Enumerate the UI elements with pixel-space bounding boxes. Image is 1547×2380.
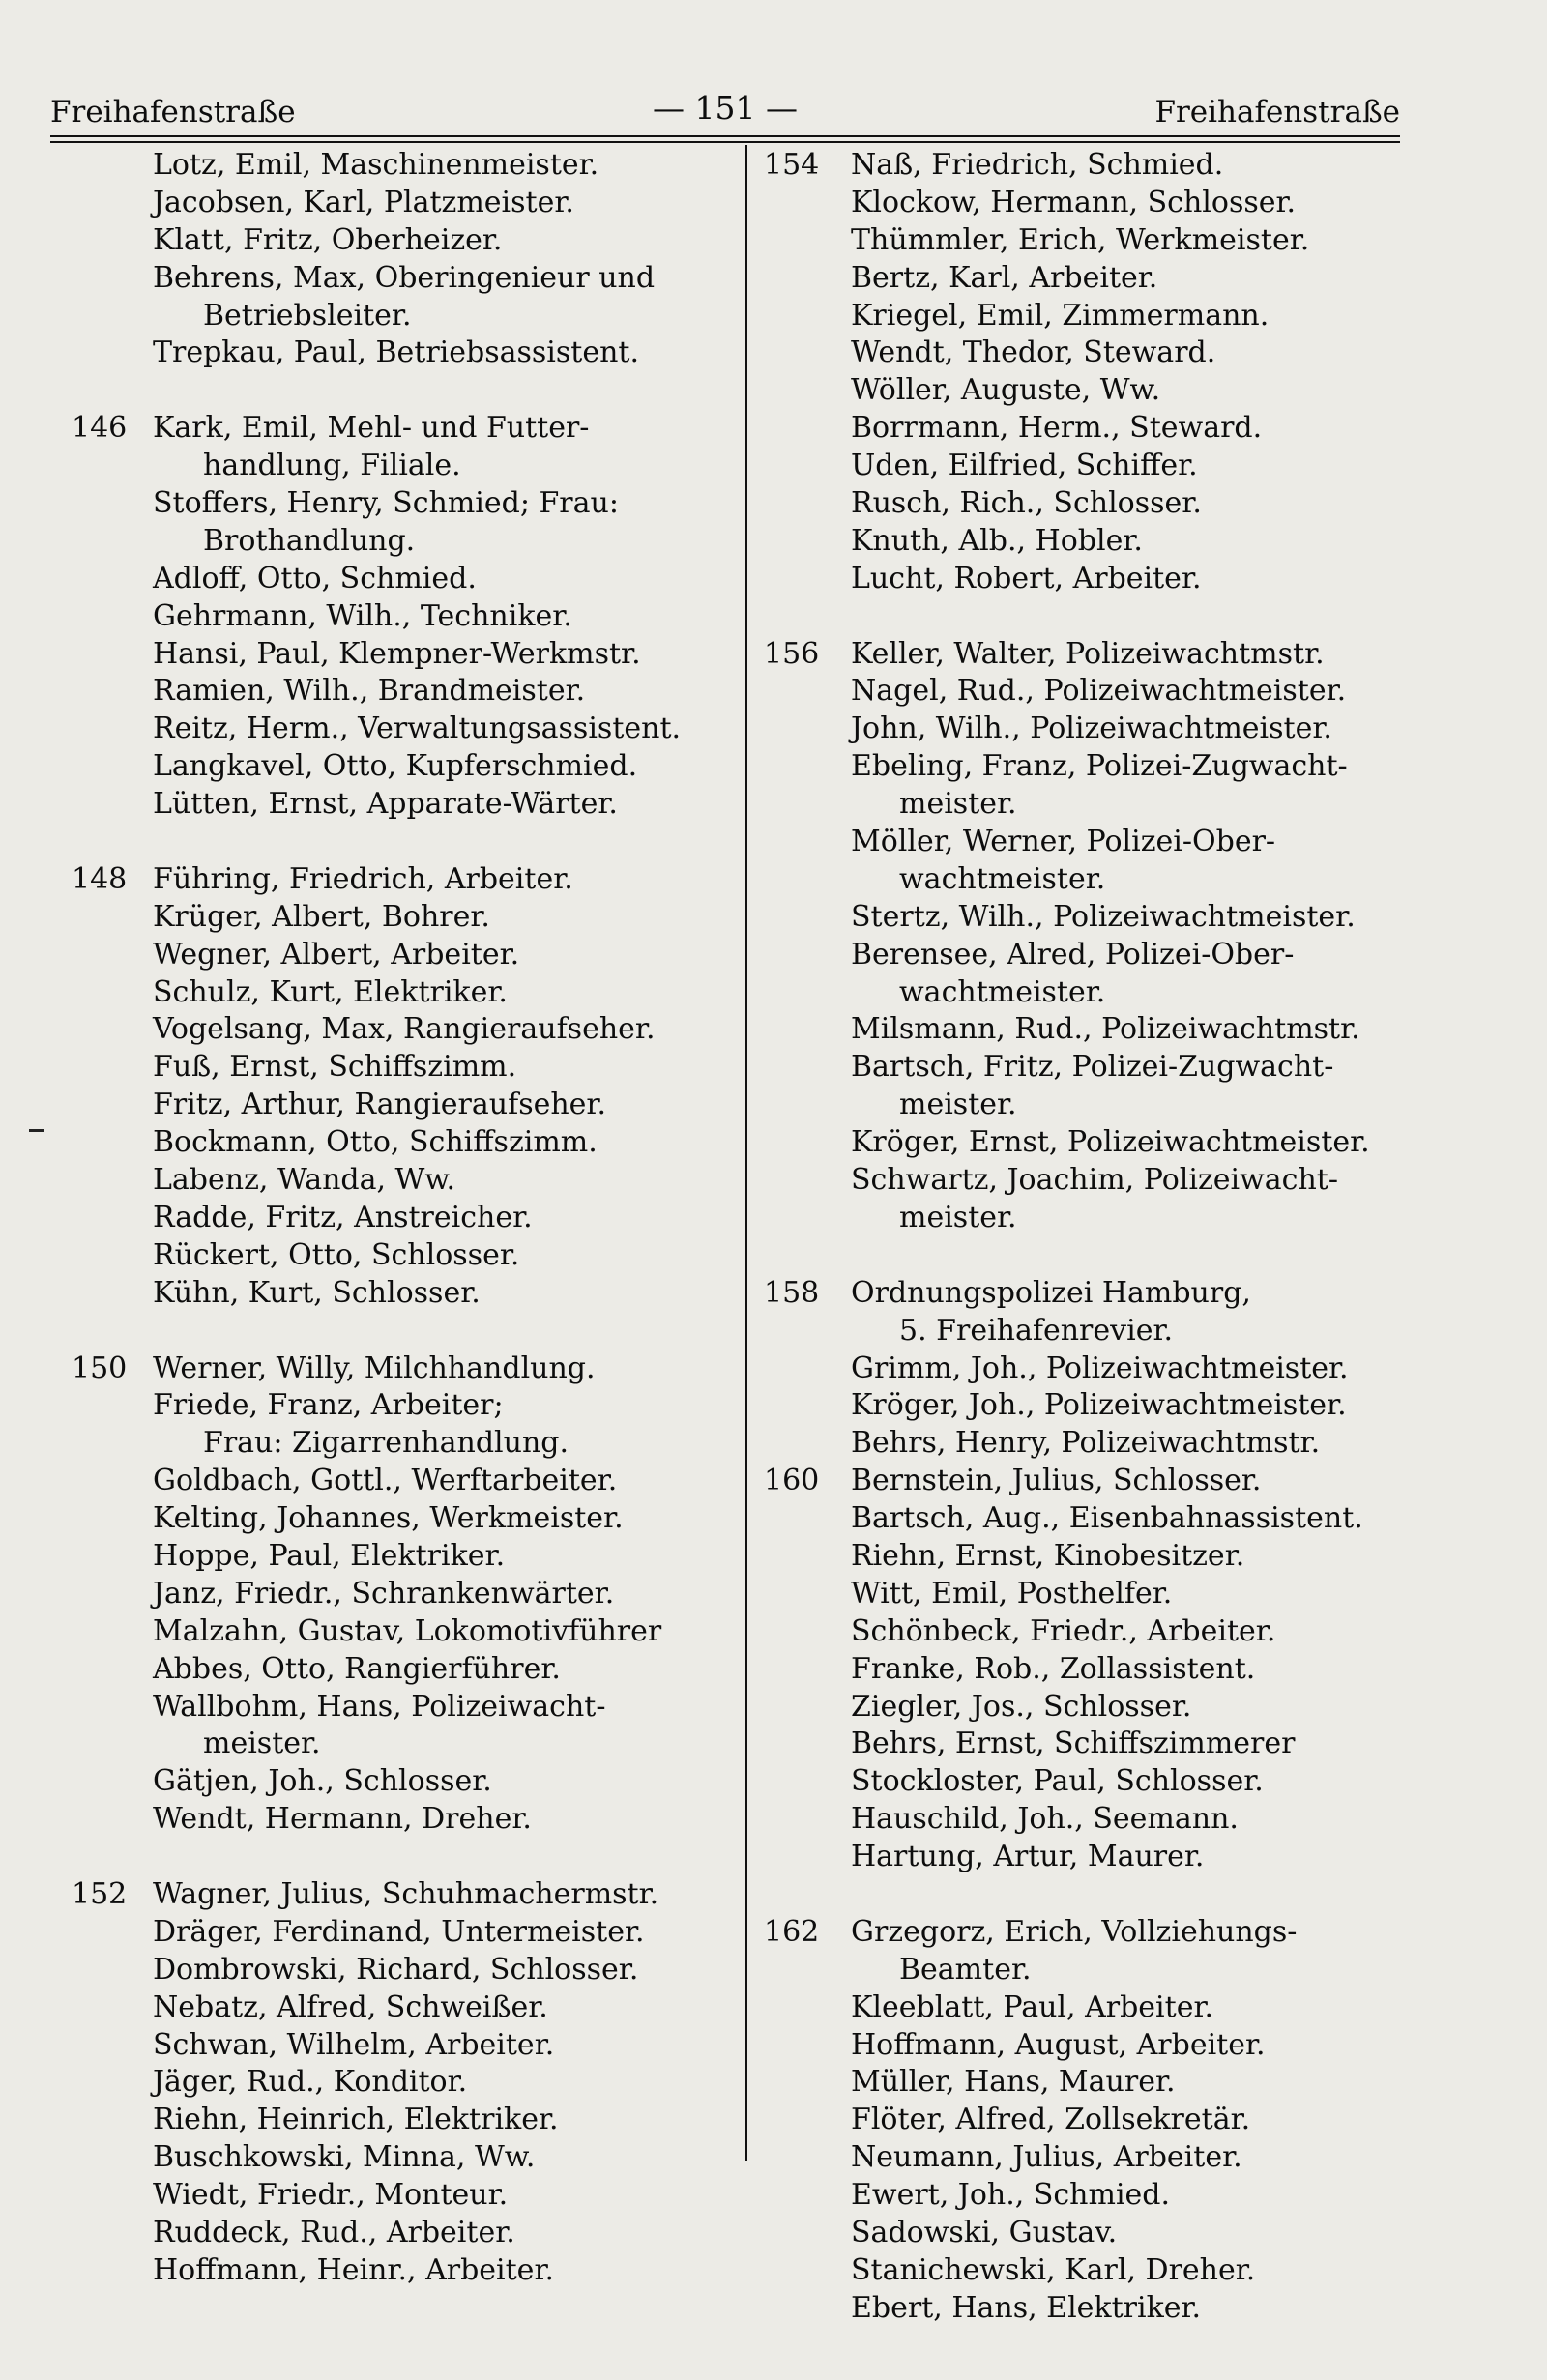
directory-entry-line: [764, 1989, 1421, 2027]
directory-entry-line: [764, 1689, 1421, 1727]
house-number: 160: [764, 1464, 820, 1498]
directory-entry-line: [764, 1538, 1421, 1576]
directory-entry-line: [72, 711, 729, 748]
directory-entry-line: [72, 2027, 729, 2065]
directory-entry-line: [764, 2252, 1421, 2290]
right-column: [764, 147, 1421, 2328]
directory-entry-line: [764, 185, 1421, 222]
directory-entry-line: [764, 1425, 1421, 1463]
resident-entry: Führing, Friedrich, Arbeiter.: [153, 861, 573, 896]
entry-continuation: Betriebsleiter.: [203, 298, 412, 333]
resident-entry: Gätjen, Joh., Schlosser.: [153, 1764, 492, 1799]
entry-continuation: meister.: [899, 1200, 1017, 1234]
directory-entry-line: [72, 2102, 729, 2139]
directory-entry-line: [764, 1500, 1421, 1538]
resident-entry: Klockow, Hermann, Schlosser.: [851, 185, 1297, 219]
resident-entry: Fritz, Arthur, Rangieraufseher.: [153, 1088, 606, 1122]
directory-entry-line: [764, 222, 1421, 260]
directory-entry-line: [72, 334, 729, 372]
resident-entry: Riehn, Heinrich, Elektriker.: [153, 2103, 559, 2137]
directory-entry-line: [764, 1576, 1421, 1613]
resident-entry: Adloff, Otto, Schmied.: [153, 561, 477, 595]
directory-entry-line: [764, 1350, 1421, 1388]
directory-entry-line: [72, 1049, 729, 1087]
resident-entry: Friede, Franz, Arbeiter;: [153, 1388, 504, 1423]
resident-entry: Uden, Eilfried, Schiffer.: [851, 449, 1198, 483]
resident-entry: Kriegel, Emil, Zimmermann.: [851, 298, 1270, 333]
entry-spacer: [764, 598, 1421, 636]
directory-entry-line: [764, 2064, 1421, 2102]
resident-entry: Janz, Friedr., Schrankenwärter.: [153, 1576, 615, 1611]
directory-entry-line: [72, 2064, 729, 2102]
entry-spacer: [72, 1839, 729, 1876]
left-column: [72, 147, 729, 2290]
resident-entry: Stockloster, Paul, Schlosser.: [851, 1764, 1264, 1799]
directory-entry-line: [764, 673, 1421, 711]
page-number: — 151 —: [653, 89, 798, 127]
directory-entry-line: [764, 298, 1421, 335]
directory-entry-line: [764, 2102, 1421, 2139]
entry-continuation: Brothandlung.: [203, 523, 416, 558]
directory-entry-line: [764, 824, 1421, 861]
directory-entry-line: [764, 147, 1421, 185]
resident-entry: Stanichewski, Karl, Dreher.: [851, 2252, 1256, 2287]
entry-spacer: [72, 1313, 729, 1350]
resident-entry: Behrs, Ernst, Schiffszimmerer: [851, 1727, 1296, 1761]
resident-entry: Schwartz, Joachim, Polizeiwacht-: [851, 1163, 1338, 1198]
resident-entry: Kröger, Joh., Polizeiwachtmeister.: [851, 1388, 1347, 1423]
resident-entry: Bernstein, Julius, Schlosser.: [851, 1464, 1262, 1498]
directory-entry-line: [72, 147, 729, 185]
resident-entry: Radde, Fritz, Anstreicher.: [153, 1200, 533, 1234]
directory-entry-line: [764, 937, 1421, 974]
resident-entry: Reitz, Herm., Verwaltungsassistent.: [153, 711, 682, 746]
directory-entry-line: [72, 410, 729, 448]
directory-entry-line: [764, 1801, 1421, 1839]
entry-continuation: 5. Freihafenrevier.: [899, 1313, 1174, 1348]
directory-entry-line: [764, 1726, 1421, 1763]
entry-continuation: wachtmeister.: [899, 974, 1106, 1009]
resident-entry: John, Wilh., Polizeiwachtmeister.: [851, 711, 1332, 746]
directory-entry-line: [764, 1162, 1421, 1200]
directory-entry-line: [72, 2215, 729, 2252]
directory-entry-line: [72, 1689, 729, 1727]
entry-spacer: [72, 824, 729, 861]
directory-entry-line: [764, 1087, 1421, 1124]
resident-entry: Goldbach, Gottl., Werftarbeiter.: [153, 1464, 618, 1498]
resident-entry: Wagner, Julius, Schuhmachermstr.: [153, 1876, 659, 1911]
resident-entry: Nagel, Rud., Polizeiwachtmeister.: [851, 674, 1347, 709]
directory-entry-line: [72, 1763, 729, 1801]
resident-entry: Wendt, Hermann, Dreher.: [153, 1802, 532, 1837]
directory-entry-line: [72, 1613, 729, 1651]
resident-entry: Buschkowski, Minna, Ww.: [153, 2140, 536, 2175]
resident-entry: Wöller, Auguste, Ww.: [851, 373, 1161, 408]
directory-entry-line: [764, 2215, 1421, 2252]
resident-entry: Neumann, Julius, Arbeiter.: [851, 2140, 1242, 2175]
resident-entry: Fuß, Ernst, Schiffszimm.: [153, 1050, 517, 1085]
resident-entry: Bartsch, Fritz, Polizei-Zugwacht-: [851, 1050, 1334, 1085]
resident-entry: Kelting, Johannes, Werkmeister.: [153, 1501, 624, 1536]
resident-entry: Hoppe, Paul, Elektriker.: [153, 1538, 506, 1573]
resident-entry: Dräger, Ferdinand, Untermeister.: [153, 1914, 645, 1949]
resident-entry: Ebeling, Franz, Polizei-Zugwacht-: [851, 749, 1348, 784]
directory-entry-line: [72, 1387, 729, 1425]
directory-entry-line: [72, 485, 729, 523]
directory-entry-line: [764, 485, 1421, 523]
resident-entry: Riehn, Ernst, Kinobesitzer.: [851, 1538, 1245, 1573]
directory-entry-line: [72, 1989, 729, 2027]
directory-entry-line: [764, 334, 1421, 372]
directory-entry-line: [764, 1952, 1421, 1989]
directory-entry-line: [764, 2139, 1421, 2177]
resident-entry: Stoffers, Henry, Schmied; Frau:: [153, 486, 619, 521]
resident-entry: Lucht, Robert, Arbeiter.: [851, 561, 1202, 595]
directory-entry-line: [72, 185, 729, 222]
directory-entry-line: [72, 260, 729, 298]
directory-entry-line: [764, 1613, 1421, 1651]
entry-continuation: wachtmeister.: [899, 861, 1106, 896]
directory-entry-line: [72, 1801, 729, 1839]
house-number: 146: [72, 411, 128, 446]
resident-entry: Rusch, Rich., Schlosser.: [851, 486, 1202, 521]
directory-entry-line: [72, 1726, 729, 1763]
house-number: 148: [72, 861, 128, 896]
resident-entry: Thümmler, Erich, Werkmeister.: [851, 222, 1310, 257]
directory-entry-line: [764, 1463, 1421, 1500]
resident-entry: Hansi, Paul, Klempner-Werkmstr.: [153, 636, 641, 671]
directory-entry-line: [72, 1952, 729, 1989]
directory-entry-line: [72, 1538, 729, 1576]
entry-spacer: [764, 1237, 1421, 1275]
resident-entry: Labenz, Wanda, Ww.: [153, 1163, 456, 1198]
directory-entry-line: [72, 2139, 729, 2177]
resident-entry: Kleeblatt, Paul, Arbeiter.: [851, 1989, 1214, 2024]
directory-entry-line: [72, 1576, 729, 1613]
entry-continuation: meister.: [899, 1088, 1017, 1122]
directory-entry-line: [72, 1087, 729, 1124]
directory-entry-line: [764, 1124, 1421, 1162]
resident-entry: Lütten, Ernst, Apparate-Wärter.: [153, 787, 618, 822]
entry-continuation: Frau: Zigarrenhandlung.: [203, 1426, 569, 1461]
entry-continuation: Beamter.: [899, 1952, 1032, 1987]
resident-entry: Behrens, Max, Oberingenieur und: [153, 260, 656, 295]
resident-entry: Bockmann, Otto, Schiffszimm.: [153, 1125, 598, 1160]
directory-entry-line: [764, 1275, 1421, 1313]
directory-entry-line: [72, 937, 729, 974]
directory-entry-line: [72, 1463, 729, 1500]
house-number: 162: [764, 1914, 820, 1949]
resident-entry: Malzahn, Gustav, Lokomotivführer: [153, 1613, 662, 1648]
directory-entry-line: [72, 861, 729, 899]
resident-entry: Wallbohm, Hans, Polizeiwacht-: [153, 1689, 606, 1724]
header-rule-top: [50, 135, 1400, 137]
directory-entry-line: [72, 561, 729, 598]
directory-entry-line: [764, 523, 1421, 561]
resident-entry: Wiedt, Friedr., Monteur.: [153, 2178, 509, 2213]
header-street-right: Freihafenstraße: [1154, 95, 1400, 130]
directory-entry-line: [764, 410, 1421, 448]
page-header: [50, 89, 1400, 137]
resident-entry: Hoffmann, Heinr., Arbeiter.: [153, 2252, 555, 2287]
resident-entry: Flöter, Alfred, Zollsekretär.: [851, 2103, 1251, 2137]
directory-entry-line: [764, 2177, 1421, 2215]
directory-entry-line: [72, 899, 729, 937]
resident-entry: Grimm, Joh., Polizeiwachtmeister.: [851, 1350, 1349, 1385]
resident-entry: Jacobsen, Karl, Platzmeister.: [153, 185, 574, 219]
resident-entry: Wendt, Thedor, Steward.: [851, 335, 1216, 370]
directory-entry-line: [72, 2177, 729, 2215]
directory-entry-line: [764, 711, 1421, 748]
directory-entry-line: [764, 899, 1421, 937]
resident-entry: Lotz, Emil, Maschinenmeister.: [153, 148, 599, 182]
resident-entry: Kröger, Ernst, Polizeiwachtmeister.: [851, 1125, 1370, 1160]
resident-entry: Knuth, Alb., Hobler.: [851, 523, 1143, 558]
directory-entry-line: [72, 1237, 729, 1275]
entry-continuation: meister.: [899, 787, 1017, 822]
resident-entry: Hartung, Artur, Maurer.: [851, 1840, 1205, 1874]
directory-entry-line: [72, 222, 729, 260]
directory-entry-line: [72, 636, 729, 674]
directory-entry-line: [764, 1200, 1421, 1237]
house-number: 152: [72, 1876, 128, 1911]
directory-entry-line: [764, 448, 1421, 485]
resident-entry: Werner, Willy, Milchhandlung.: [153, 1350, 596, 1385]
column-divider: [745, 145, 747, 2161]
directory-entry-line: [764, 1651, 1421, 1689]
resident-entry: Krüger, Albert, Bohrer.: [153, 899, 490, 934]
directory-entry-line: [72, 1425, 729, 1463]
directory-entry-line: [764, 748, 1421, 786]
resident-entry: Gehrmann, Wilh., Techniker.: [153, 598, 572, 633]
resident-entry: Rückert, Otto, Schlosser.: [153, 1237, 520, 1272]
resident-entry: Witt, Emil, Posthelfer.: [851, 1576, 1173, 1611]
resident-entry: Stertz, Wilh., Polizeiwachtmeister.: [851, 899, 1356, 934]
directory-entry-line: [764, 1763, 1421, 1801]
resident-entry: Franke, Rob., Zollassistent.: [851, 1651, 1256, 1686]
resident-entry: Ebert, Hans, Elektriker.: [851, 2290, 1202, 2325]
resident-entry: Dombrowski, Richard, Schlosser.: [153, 1952, 639, 1987]
resident-entry: Bartsch, Aug., Eisenbahnassistent.: [851, 1501, 1363, 1536]
resident-entry: Berensee, Alred, Polizei-Ober-: [851, 937, 1295, 972]
entry-continuation: meister.: [203, 1727, 321, 1761]
directory-entry-line: [764, 1011, 1421, 1049]
directory-entry-line: [72, 448, 729, 485]
directory-entry-line: [72, 748, 729, 786]
header-rule-bottom: [50, 141, 1400, 143]
directory-entry-line: [764, 636, 1421, 674]
resident-entry: Hauschild, Joh., Seemann.: [851, 1802, 1239, 1837]
directory-entry-line: [72, 673, 729, 711]
directory-entry-line: [72, 1162, 729, 1200]
entry-continuation: handlung, Filiale.: [203, 449, 461, 483]
resident-entry: Ziegler, Jos., Schlosser.: [851, 1689, 1192, 1724]
directory-entry-line: [72, 1651, 729, 1689]
directory-entry-line: [764, 1839, 1421, 1876]
resident-entry: Ewert, Joh., Schmied.: [851, 2178, 1171, 2213]
resident-entry: Schwan, Wilhelm, Arbeiter.: [153, 2027, 555, 2062]
entry-spacer: [72, 372, 729, 410]
resident-entry: Kühn, Kurt, Schlosser.: [153, 1275, 481, 1310]
directory-entry-line: [72, 1011, 729, 1049]
resident-entry: Langkavel, Otto, Kupferschmied.: [153, 749, 638, 784]
resident-entry: Ordnungspolizei Hamburg,: [851, 1275, 1251, 1310]
resident-entry: Vogelsang, Max, Rangieraufseher.: [153, 1012, 656, 1047]
directory-entry-line: [72, 786, 729, 824]
directory-entry-line: [72, 1200, 729, 1237]
directory-entry-line: [764, 1387, 1421, 1425]
resident-entry: Grzegorz, Erich, Vollziehungs-: [851, 1914, 1298, 1949]
directory-entry-line: [764, 974, 1421, 1012]
directory-entry-line: [72, 1275, 729, 1313]
directory-entry-line: [72, 974, 729, 1012]
house-number: 158: [764, 1275, 820, 1310]
resident-entry: Trepkau, Paul, Betriebsassistent.: [153, 335, 640, 370]
directory-entry-line: [72, 598, 729, 636]
resident-entry: Bertz, Karl, Arbeiter.: [851, 260, 1158, 295]
resident-entry: Kark, Emil, Mehl- und Futter-: [153, 411, 590, 446]
house-number: 150: [72, 1350, 128, 1385]
house-number: 156: [764, 636, 820, 671]
margin-mark: [29, 1129, 44, 1132]
directory-entry-line: [764, 2027, 1421, 2065]
directory-entry-line: [72, 298, 729, 335]
resident-entry: Borrmann, Herm., Steward.: [851, 411, 1263, 446]
resident-entry: Schulz, Kurt, Elektriker.: [153, 974, 508, 1009]
directory-entry-line: [764, 1914, 1421, 1952]
resident-entry: Keller, Walter, Polizeiwachtmstr.: [851, 636, 1325, 671]
resident-entry: Nebatz, Alfred, Schweißer.: [153, 1989, 548, 2024]
directory-entry-line: [72, 1500, 729, 1538]
directory-entry-line: [72, 2252, 729, 2290]
house-number: 154: [764, 148, 820, 182]
directory-entry-line: [72, 1124, 729, 1162]
directory-entry-line: [72, 1876, 729, 1914]
directory-entry-line: [72, 523, 729, 561]
resident-entry: Müller, Hans, Maurer.: [851, 2065, 1176, 2100]
resident-entry: Ramien, Wilh., Brandmeister.: [153, 674, 586, 709]
resident-entry: Naß, Friedrich, Schmied.: [851, 148, 1224, 182]
directory-entry-line: [764, 2290, 1421, 2328]
directory-entry-line: [764, 861, 1421, 899]
resident-entry: Ruddeck, Rud., Arbeiter.: [153, 2215, 515, 2249]
resident-entry: Behrs, Henry, Polizeiwachtmstr.: [851, 1426, 1321, 1461]
resident-entry: Möller, Werner, Polizei-Ober-: [851, 825, 1276, 859]
header-street-left: Freihafenstraße: [50, 95, 296, 130]
directory-entry-line: [764, 1313, 1421, 1350]
resident-entry: Abbes, Otto, Rangierführer.: [153, 1651, 561, 1686]
resident-entry: Wegner, Albert, Arbeiter.: [153, 937, 520, 972]
directory-entry-line: [72, 1350, 729, 1388]
resident-entry: Klatt, Fritz, Oberheizer.: [153, 222, 503, 257]
resident-entry: Jäger, Rud., Konditor.: [153, 2065, 468, 2100]
directory-entry-line: [764, 372, 1421, 410]
entry-spacer: [764, 1876, 1421, 1914]
directory-entry-line: [72, 1914, 729, 1952]
directory-entry-line: [764, 260, 1421, 298]
resident-entry: Schönbeck, Friedr., Arbeiter.: [851, 1613, 1276, 1648]
resident-entry: Sadowski, Gustav.: [851, 2215, 1118, 2249]
directory-entry-line: [764, 786, 1421, 824]
directory-entry-line: [764, 1049, 1421, 1087]
directory-entry-line: [764, 561, 1421, 598]
resident-entry: Milsmann, Rud., Polizeiwachtmstr.: [851, 1012, 1360, 1047]
resident-entry: Hoffmann, August, Arbeiter.: [851, 2027, 1266, 2062]
